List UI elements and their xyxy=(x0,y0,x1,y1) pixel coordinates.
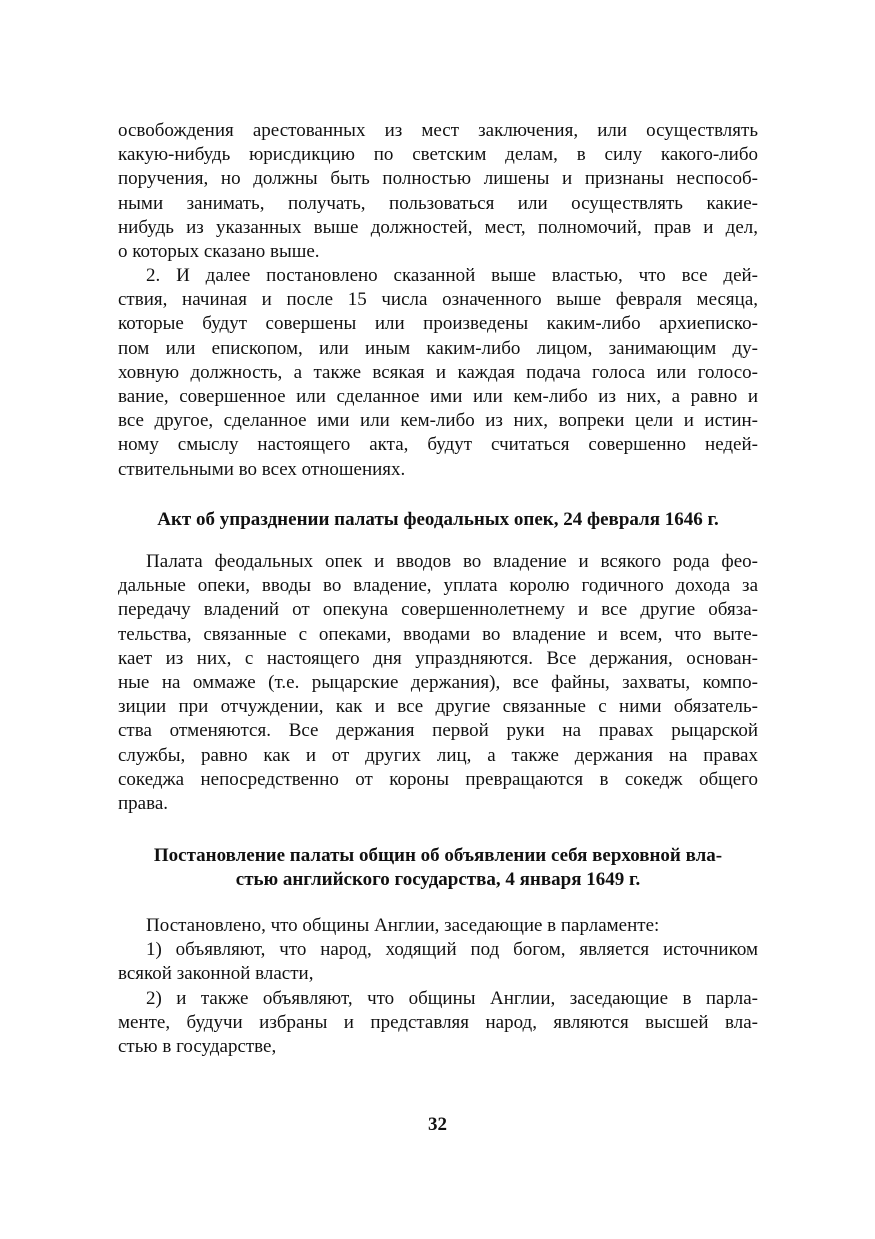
paragraph-line: 2. И далее постановлено сказанной выше властью, что все дей- xyxy=(146,265,758,286)
paragraph-line: вание, совершенное или сделанное ими или кем-либо из них, а равно и xyxy=(118,385,758,407)
paragraph-4 xyxy=(118,914,758,938)
paragraph-line: ствия, начиная и после 15 числа означенного выше февраля месяца, xyxy=(118,289,758,311)
paragraph-line: освобождения арестованных из мест заключения, или осуществлять xyxy=(118,120,758,141)
paragraph-line: о которых сказано выше. xyxy=(118,240,320,262)
paragraph-line: ствительными во всех отношениях. xyxy=(118,458,406,480)
paragraph-line: ства отменяются. Все держания первой руки на правах рыцарской xyxy=(118,720,758,742)
paragraph-line: права. xyxy=(118,792,169,814)
heading-line: стью английского государства, 4 января 1649 г. xyxy=(235,869,641,891)
heading-line: Постановление палаты общин об объявлении себя верховной вла- xyxy=(153,845,723,866)
paragraph-line: передачу владений от опекуна совершеннолетнему и все другие обяза- xyxy=(118,599,758,621)
paragraph-line: нибудь из указанных выше должностей, мест, полномочий, прав и дел, xyxy=(118,216,758,238)
paragraph-line: 1) объявляют, что народ, ходящий под богом, является источником xyxy=(146,939,758,960)
paragraph-line: 2) и также объявляют, что общины Англии, заседающие в парла- xyxy=(146,988,758,1009)
paragraph-line: все другое, сделанное ими или кем-либо из них, вопреки цели и истин- xyxy=(118,410,758,432)
paragraph-line: стью в государстве, xyxy=(118,1036,277,1058)
paragraph-6 xyxy=(118,987,758,1060)
paragraph-line: Постановлено, что общины Англии, заседающие в парламенте: xyxy=(146,915,660,936)
paragraph-1 xyxy=(118,119,758,264)
paragraph-line: службы, равно как и от других лиц, а также держания на правах xyxy=(118,744,758,766)
paragraph-line: тельства, связанные с опеками, вводами во владение и всем, что выте- xyxy=(118,623,758,645)
paragraph-line: кает из них, с настоящего дня упраздняются. Все держания, основан- xyxy=(118,647,758,669)
section-heading: Акт об упразднении палаты феодальных опек, 24 февраля 1646 г. xyxy=(157,509,719,530)
paragraph-line: зиции при отчуждении, как и все другие связанные с ними обязатель- xyxy=(118,696,758,718)
page-number: 32 xyxy=(428,1114,447,1135)
paragraph-line: ному смыслу настоящего акта, будут считаться совершенно недей- xyxy=(118,434,758,456)
paragraph-line: поручения, но должны быть полностью лишены и признаны неспособ- xyxy=(118,168,758,190)
paragraph-line: менте, будучи избраны и представляя народ, являются высшей вла- xyxy=(118,1012,758,1034)
paragraph-line: ные на оммаже (т.е. рыцарские держания), все файны, захваты, компо- xyxy=(118,671,758,693)
paragraph-line: всякой законной власти, xyxy=(118,963,314,985)
paragraph-line: ховную должность, а также всякая и каждая подача голоса или голосо- xyxy=(118,361,758,383)
paragraph-line: пом или епископом, или иным каким-либо лицом, занимающим ду- xyxy=(118,337,758,359)
paragraph-line: Палата феодальных опек и вводов во владение и всякого рода фео- xyxy=(146,551,758,572)
paragraph-line: которые будут совершены или произведены каким-либо архиеписко- xyxy=(118,313,758,335)
paragraph-line: ными занимать, получать, пользоваться или осуществлять какие- xyxy=(118,192,758,214)
paragraph-5 xyxy=(118,938,758,986)
paragraph-2 xyxy=(118,264,758,482)
paragraph-line: сокеджа непосредственно от короны превращаются в сокедж общего xyxy=(118,768,758,790)
paragraph-3 xyxy=(118,550,758,816)
paragraph-line: какую-нибудь юрисдикцию по светским делам, в силу какого-либо xyxy=(118,144,758,166)
section-heading-2 xyxy=(118,844,758,892)
paragraph-line: дальные опеки, вводы во владение, уплата королю годичного дохода за xyxy=(118,575,758,597)
